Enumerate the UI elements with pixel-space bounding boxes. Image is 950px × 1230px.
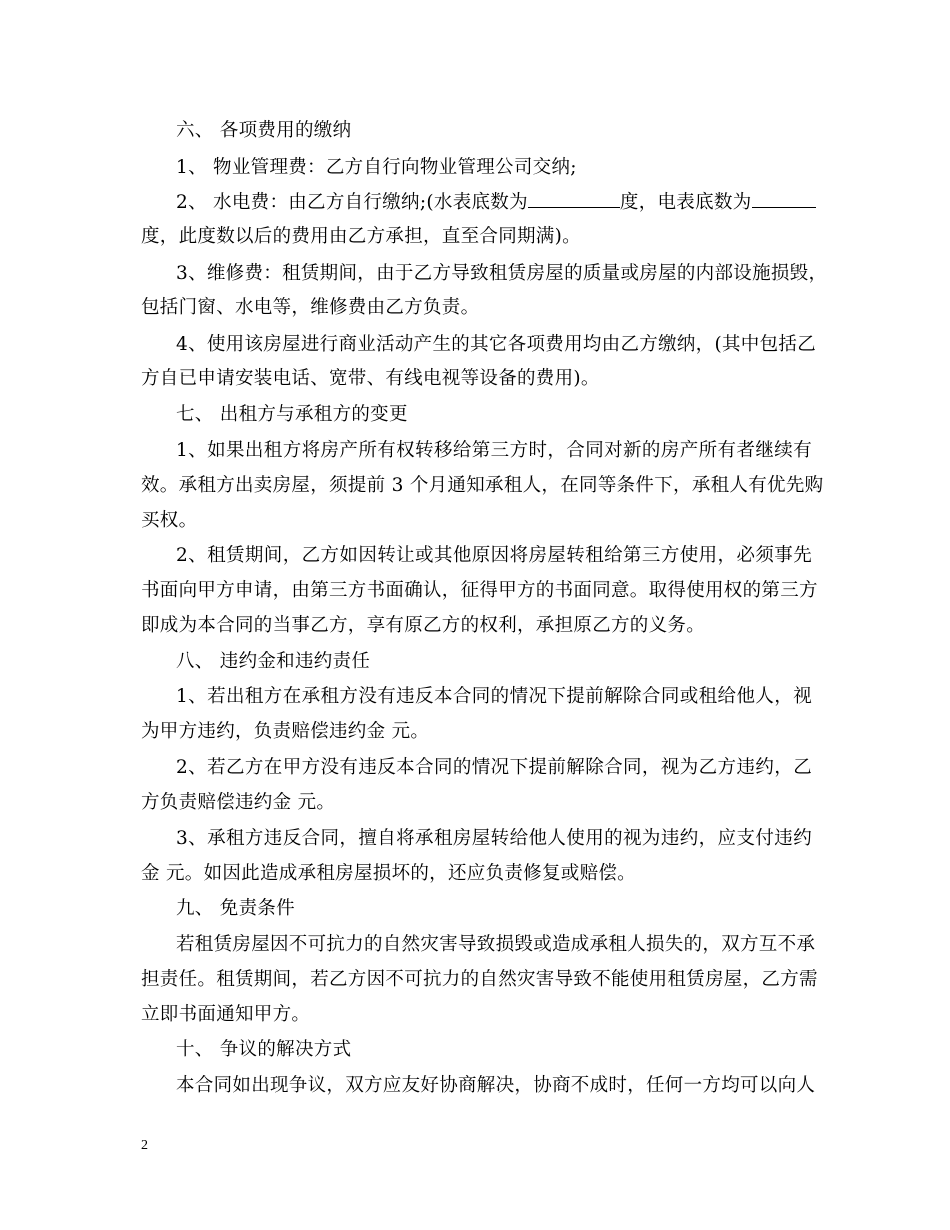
paragraph-line-utilities <box>176 189 816 216</box>
paragraph-line: 2、租赁期间，乙方如因转让或其他原因将房屋转租给第三方使用，必须事先 <box>176 545 812 566</box>
paragraph-line: 3、维修费：租赁期间，由于乙方导致租赁房屋的质量或房屋的内部设施损毁， <box>176 263 828 284</box>
paragraph-line: 金 元。如因此造成承租房屋损坏的，还应负责修复或赔偿。 <box>141 863 636 884</box>
paragraph-line: 度，此度数以后的费用由乙方承担，直至合同期满)。 <box>141 226 581 247</box>
paragraph-line: 4、使用该房屋进行商业活动产生的其它各项费用均由乙方缴纳，(其中包括乙 <box>176 334 816 355</box>
paragraph-line: 2、若乙方在甲方没有违反本合同的情况下提前解除合同，视为乙方违约，乙 <box>176 757 812 778</box>
paragraph-line: 1、 物业管理费：乙方自行向物业管理公司交纳; <box>176 157 577 178</box>
paragraph-line: 方负责赔偿违约金 元。 <box>141 792 336 813</box>
page-number: 2 <box>141 1138 148 1153</box>
paragraph-line: 担责任。租赁期间，若乙方因不可抗力的自然灾害导致不能使用租赁房屋，乙方需 <box>141 969 818 990</box>
utilities-text: 2、 水电费：由乙方自行缴纳;(水表底数为 <box>176 192 528 213</box>
paragraph-line: 买权。 <box>141 510 198 531</box>
paragraph-line: 1、如果出租方将房产所有权转移给第三方时，合同对新的房产所有者继续有 <box>176 440 812 461</box>
section-heading-dispute: 十、 争议的解决方式 <box>176 1039 352 1060</box>
section-heading-fees: 六、 各项费用的缴纳 <box>176 120 352 141</box>
section-heading-exemption: 九、 免责条件 <box>176 898 295 919</box>
utilities-text-2: 度，电表底数为 <box>619 192 752 213</box>
paragraph-line: 3、承租方违反合同，擅自将承租房屋转给他人使用的视为违约，应支付违约 <box>176 828 812 849</box>
paragraph-line: 即成为本合同的当事乙方，享有原乙方的权利，承担原乙方的义务。 <box>141 615 706 636</box>
section-heading-breach: 八、 违约金和违约责任 <box>176 651 371 672</box>
paragraph-line: 立即书面通知甲方。 <box>141 1004 311 1025</box>
section-heading-change: 七、 出租方与承租方的变更 <box>176 404 408 425</box>
paragraph-line: 包括门窗、水电等，维修费由乙方负责。 <box>141 297 480 318</box>
water-meter-blank <box>528 189 620 208</box>
paragraph-line: 书面向甲方申请，由第三方书面确认，征得甲方的书面同意。取得使用权的第三方 <box>141 580 818 601</box>
paragraph-line: 为甲方违约，负责赔偿违约金 元。 <box>141 721 430 742</box>
paragraph-line: 效。承租方出卖房屋，须提前 3 个月通知承租人，在同等条件下，承租人有优先购 <box>141 475 824 496</box>
electric-meter-blank <box>752 189 816 208</box>
paragraph-line: 本合同如出现争议，双方应友好协商解决，协商不成时，任何一方均可以向人 <box>176 1075 816 1096</box>
paragraph-line: 方自已申请安装电话、宽带、有线电视等设备的费用)。 <box>141 368 600 389</box>
paragraph-line: 1、若出租方在承租方没有违反本合同的情况下提前解除合同或租给他人，视 <box>176 686 812 707</box>
paragraph-line: 若租赁房屋因不可抗力的自然灾害导致损毁或造成承租人损失的，双方互不承 <box>176 934 816 955</box>
